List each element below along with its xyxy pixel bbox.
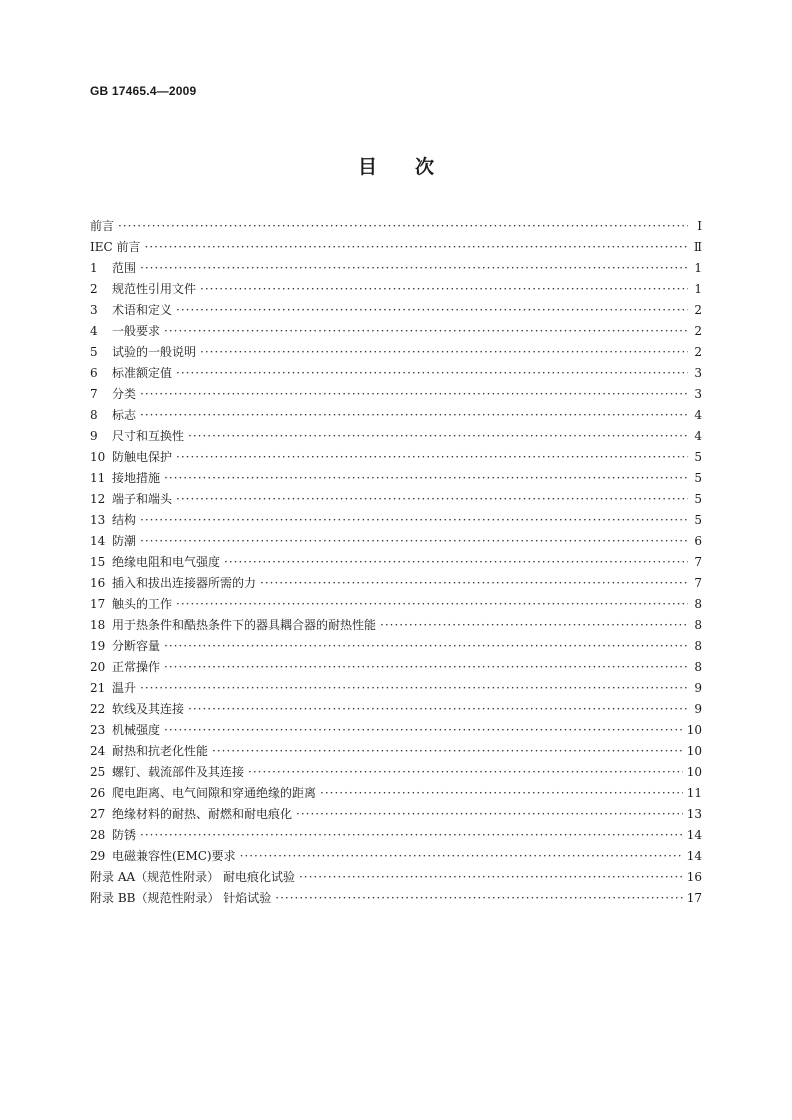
toc-row[interactable] — [90, 216, 702, 237]
toc-leader — [164, 636, 688, 657]
toc-page-number: 4 — [694, 408, 702, 422]
toc-leader — [140, 678, 688, 699]
toc-title: 电磁兼容性(EMC)要求 — [112, 849, 236, 863]
toc-number: 25 — [90, 765, 106, 779]
toc-title: 防锈 — [112, 828, 137, 842]
toc-row[interactable] — [90, 489, 702, 510]
page-title-char-2: 次 — [415, 156, 435, 178]
toc-page-number: Ⅱ — [693, 240, 702, 254]
toc-leader — [176, 447, 688, 468]
toc-page-number: 16 — [686, 870, 702, 884]
toc-title: 绝缘材料的耐热、耐燃和耐电痕化 — [112, 807, 293, 821]
toc-title: 一般要求 — [112, 324, 161, 338]
toc-title: 接地措施 — [112, 471, 161, 485]
toc-page-number: 7 — [694, 576, 702, 590]
toc-number: 1 — [90, 261, 98, 275]
toc-page-number: 8 — [694, 618, 702, 632]
toc-row[interactable] — [90, 279, 702, 300]
toc-page-number: 9 — [694, 702, 702, 716]
toc-row[interactable] — [90, 720, 702, 741]
toc-page-number: 5 — [694, 450, 702, 464]
toc-row[interactable] — [90, 510, 702, 531]
toc-title: 结构 — [112, 513, 137, 527]
toc-number: 3 — [90, 303, 98, 317]
toc-page-number: 5 — [694, 492, 702, 506]
toc-leader — [248, 762, 683, 783]
table-of-contents — [90, 216, 702, 909]
toc-title: 正常操作 — [112, 660, 161, 674]
toc-page-number: 6 — [694, 534, 702, 548]
toc-page-number: 11 — [686, 786, 702, 800]
toc-row[interactable] — [90, 846, 702, 867]
toc-leader — [320, 783, 683, 804]
toc-page-number: 8 — [694, 639, 702, 653]
toc-leader — [145, 237, 689, 258]
toc-title: 分断容量 — [112, 639, 161, 653]
toc-number: 24 — [90, 744, 106, 758]
toc-row[interactable] — [90, 531, 702, 552]
toc-leader — [140, 531, 688, 552]
toc-number: 4 — [90, 324, 98, 338]
toc-leader — [140, 825, 683, 846]
toc-title: 防触电保护 — [112, 450, 173, 464]
toc-page-number: 13 — [686, 807, 702, 821]
toc-page-number: 2 — [694, 345, 702, 359]
toc-leader — [176, 489, 688, 510]
toc-leader — [224, 552, 688, 573]
toc-title: 术语和定义 — [112, 303, 173, 317]
toc-leader — [212, 741, 683, 762]
toc-row[interactable] — [90, 657, 702, 678]
toc-page-number: 3 — [694, 366, 702, 380]
toc-page-number: 2 — [694, 303, 702, 317]
toc-number: 17 — [90, 597, 106, 611]
toc-page-number: 2 — [694, 324, 702, 338]
toc-title: 插入和拔出连接器所需的力 — [112, 576, 257, 590]
toc-number: 20 — [90, 660, 106, 674]
toc-page-number: 8 — [694, 597, 702, 611]
toc-title: 机械强度 — [112, 723, 161, 737]
toc-title: IEC 前言 — [90, 240, 141, 254]
page-title-char-1: 目 — [357, 156, 377, 178]
toc-title: 触头的工作 — [112, 597, 173, 611]
toc-leader — [140, 384, 688, 405]
toc-title: 附录 AA（规范性附录） 耐电痕化试验 — [90, 870, 295, 884]
toc-title: 附录 BB（规范性附录） 针焰试验 — [90, 891, 272, 905]
toc-page-number: Ⅰ — [697, 219, 702, 233]
toc-row[interactable] — [90, 783, 702, 804]
toc-title: 温升 — [112, 681, 137, 695]
toc-leader — [188, 699, 688, 720]
toc-leader — [140, 258, 688, 279]
toc-number: 9 — [90, 429, 98, 443]
toc-number: 18 — [90, 618, 106, 632]
toc-row[interactable] — [90, 447, 702, 468]
toc-number: 15 — [90, 555, 106, 569]
toc-page-number: 1 — [694, 261, 702, 275]
toc-number: 5 — [90, 345, 98, 359]
toc-page-number: 3 — [694, 387, 702, 401]
toc-leader — [164, 657, 688, 678]
toc-title: 用于热条件和酷热条件下的器具耦合器的耐热性能 — [112, 618, 377, 632]
toc-title: 范围 — [112, 261, 137, 275]
toc-number: 2 — [90, 282, 98, 296]
toc-title: 绝缘电阻和电气强度 — [112, 555, 221, 569]
toc-row[interactable] — [90, 762, 702, 783]
toc-title: 标志 — [112, 408, 137, 422]
toc-leader — [296, 804, 683, 825]
toc-row-appendix[interactable] — [90, 888, 702, 909]
toc-page-number: 10 — [686, 723, 702, 737]
toc-number: 29 — [90, 849, 106, 863]
toc-leader — [176, 594, 688, 615]
toc-row[interactable] — [90, 258, 702, 279]
toc-title: 尺寸和互换性 — [112, 429, 185, 443]
toc-row[interactable] — [90, 552, 702, 573]
toc-number: 8 — [90, 408, 98, 422]
toc-number: 12 — [90, 492, 106, 506]
toc-number: 16 — [90, 576, 106, 590]
toc-page-number: 14 — [686, 849, 702, 863]
toc-row-appendix[interactable] — [90, 867, 702, 888]
toc-page-number: 1 — [694, 282, 702, 296]
toc-number: 10 — [90, 450, 106, 464]
toc-number: 27 — [90, 807, 106, 821]
toc-number: 7 — [90, 387, 98, 401]
toc-leader — [260, 573, 688, 594]
toc-leader — [164, 720, 683, 741]
toc-page-number: 7 — [694, 555, 702, 569]
toc-page-number: 8 — [694, 660, 702, 674]
toc-number: 28 — [90, 828, 106, 842]
toc-number: 13 — [90, 513, 106, 527]
toc-title: 规范性引用文件 — [112, 282, 197, 296]
toc-number: 21 — [90, 681, 106, 695]
toc-title: 软线及其连接 — [112, 702, 185, 716]
toc-row[interactable] — [90, 405, 702, 426]
toc-row[interactable] — [90, 741, 702, 762]
document-code: GB 17465.4—2009 — [90, 84, 197, 98]
toc-row[interactable] — [90, 300, 702, 321]
toc-title: 防潮 — [112, 534, 137, 548]
toc-title: 标准额定值 — [112, 366, 173, 380]
toc-page-number: 5 — [694, 471, 702, 485]
toc-row[interactable] — [90, 615, 702, 636]
toc-number: 6 — [90, 366, 98, 380]
toc-page-number: 14 — [686, 828, 702, 842]
toc-row[interactable] — [90, 384, 702, 405]
toc-row[interactable] — [90, 237, 702, 258]
toc-title: 螺钉、载流部件及其连接 — [112, 765, 245, 779]
toc-number: 11 — [90, 471, 106, 485]
toc-leader — [200, 279, 688, 300]
toc-title: 耐热和抗老化性能 — [112, 744, 209, 758]
toc-row[interactable] — [90, 678, 702, 699]
toc-row[interactable] — [90, 804, 702, 825]
toc-number: 26 — [90, 786, 106, 800]
toc-leader — [176, 363, 688, 384]
toc-page-number: 10 — [686, 744, 702, 758]
toc-title: 端子和端头 — [112, 492, 173, 506]
toc-leader — [140, 510, 688, 531]
toc-row[interactable] — [90, 342, 702, 363]
toc-leader — [140, 405, 688, 426]
toc-leader — [240, 846, 683, 867]
toc-row[interactable] — [90, 573, 702, 594]
toc-page-number: 5 — [694, 513, 702, 527]
page-title — [0, 152, 792, 179]
toc-page-number: 17 — [686, 891, 702, 905]
toc-row[interactable] — [90, 363, 702, 384]
toc-row[interactable] — [90, 321, 702, 342]
toc-title: 前言 — [90, 219, 115, 233]
toc-row[interactable] — [90, 699, 702, 720]
toc-title: 试验的一般说明 — [112, 345, 197, 359]
toc-leader — [118, 216, 688, 237]
toc-leader — [164, 321, 688, 342]
toc-number: 19 — [90, 639, 106, 653]
toc-leader — [275, 888, 682, 909]
toc-number: 23 — [90, 723, 106, 737]
toc-leader — [188, 426, 688, 447]
toc-row[interactable] — [90, 594, 702, 615]
toc-page-number: 9 — [694, 681, 702, 695]
toc-row[interactable] — [90, 468, 702, 489]
toc-leader — [200, 342, 688, 363]
toc-title: 爬电距离、电气间隙和穿通绝缘的距离 — [112, 786, 317, 800]
toc-page-number: 4 — [694, 429, 702, 443]
toc-leader — [164, 468, 688, 489]
toc-row[interactable] — [90, 426, 702, 447]
toc-number: 14 — [90, 534, 106, 548]
toc-number: 22 — [90, 702, 106, 716]
toc-leader — [299, 867, 683, 888]
toc-row[interactable] — [90, 636, 702, 657]
toc-title: 分类 — [112, 387, 137, 401]
toc-row[interactable] — [90, 825, 702, 846]
toc-leader — [380, 615, 688, 636]
toc-leader — [176, 300, 688, 321]
toc-page-number: 10 — [686, 765, 702, 779]
